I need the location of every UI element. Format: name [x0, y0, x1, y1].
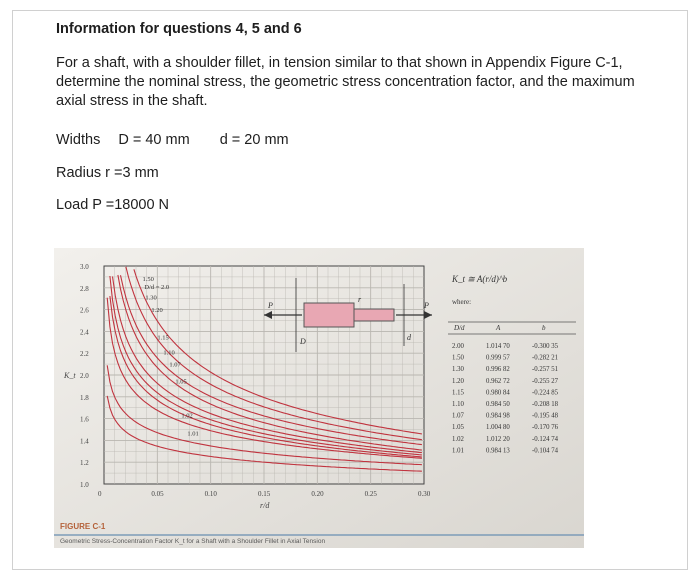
x-tick-label: 0 [98, 490, 102, 498]
sketch-label: P [268, 301, 273, 310]
curve-label: D/d = 2.0 [144, 283, 170, 291]
widths-line [56, 132, 289, 148]
table-cell: -0.124 74 [532, 435, 559, 443]
table-cell: -0.195 48 [532, 412, 559, 420]
diameter-D: D = 40 mm [118, 132, 190, 148]
table-cell: 1.10 [452, 401, 464, 408]
x-tick-label: 0.10 [204, 490, 217, 498]
table-cell: 1.01 [452, 447, 464, 455]
table-header: b [542, 324, 546, 332]
x-tick-label: 0.15 [258, 490, 271, 498]
y-tick-label: 1.6 [80, 415, 89, 424]
table-cell: 0.999 57 [486, 354, 510, 362]
table-cell: 1.012 20 [486, 435, 510, 443]
y-tick-label: 1.8 [80, 393, 89, 402]
table-cell: -0.170 76 [532, 424, 559, 432]
x-tick-label: 0.20 [311, 490, 324, 498]
table-cell: 1.004 80 [486, 424, 510, 432]
table-cell: 2.00 [452, 343, 464, 350]
y-tick-label: 2.0 [80, 372, 89, 380]
widths-label: Widths [56, 132, 101, 148]
sketch-label: D [300, 337, 306, 346]
table-cell: 1.02 [452, 435, 464, 443]
table-cell: -0.282 21 [532, 354, 559, 362]
curve-label: 1.15 [157, 334, 169, 342]
table-cell: 0.984 50 [486, 401, 510, 408]
table-cell: -0.208 18 [532, 401, 559, 408]
sketch-label: d [407, 333, 411, 342]
table-cell: 1.30 [452, 366, 464, 374]
figure-caption-text: Geometric Stress-Concentration Factor K_t for a Shaft with a Shoulder Fillet in Axial Tension [60, 538, 326, 545]
shaft-small-section [354, 309, 394, 321]
curve-label: 1.02 [181, 412, 193, 420]
y-tick-label: 2.4 [80, 328, 89, 337]
table-cell: 1.50 [452, 354, 464, 362]
table-cell: 0.962 72 [486, 377, 510, 385]
diameter-d: d = 20 mm [219, 132, 289, 148]
y-tick-label: 3.0 [80, 263, 89, 271]
y-tick-label: 2.2 [80, 350, 89, 359]
curve-label: 1.20 [151, 307, 163, 315]
table-cell: 1.20 [452, 377, 464, 385]
y-tick-label: 1.0 [80, 481, 89, 489]
y-tick-label: 1.2 [80, 459, 89, 468]
table-cell: 0.984 13 [486, 447, 510, 455]
formula: K_t ≅ A(r/d)^b [452, 274, 508, 284]
radius-line: Radius r =3 mm [56, 165, 159, 181]
appendix-figure-photo [54, 248, 584, 548]
x-tick-label: 0.30 [418, 490, 431, 498]
load-line: Load P =18000 N [56, 197, 170, 213]
y-tick-label: 1.4 [80, 437, 89, 446]
y-tick-label: 2.8 [80, 284, 89, 293]
x-tick-label: 0.05 [151, 490, 164, 498]
table-cell: 0.980 84 [486, 389, 510, 397]
curve-label: 1.50 [142, 275, 154, 283]
problem-statement: For a shaft, with a shoulder fillet, in tension similar to that shown in Appendix Figure C-1, determine the nominal stress, the geometric stress concentration factor, and the maximum axial stress in the shaft. [56, 55, 635, 109]
table-cell: -0.104 74 [532, 447, 559, 455]
x-tick-label: 0.25 [364, 490, 377, 498]
table-cell: 1.15 [452, 389, 464, 397]
figure-caption-title: FIGURE C-1 [60, 522, 106, 531]
table-cell: -0.300 35 [532, 343, 559, 350]
shaft-large-section [304, 303, 354, 327]
y-tick-label: 2.6 [80, 306, 89, 315]
section-heading: Information for questions 4, 5 and 6 [56, 21, 302, 37]
where-label: where: [452, 298, 472, 306]
curve-label: 1.07 [169, 361, 181, 369]
table-cell: -0.224 85 [532, 389, 559, 397]
curve-label: 1.01 [187, 430, 199, 438]
table-cell: 1.05 [452, 424, 464, 432]
table-cell: 0.996 82 [486, 366, 510, 374]
table-cell: 1.07 [452, 412, 464, 420]
table-cell: 1.014 70 [486, 343, 510, 350]
sketch-label: r [358, 295, 362, 304]
curve-label: 1.30 [145, 294, 157, 302]
table-cell: 0.984 98 [486, 412, 510, 420]
curve-label: 1.05 [175, 378, 187, 386]
curve-label: 1.10 [163, 349, 175, 357]
table-header: D/d [454, 324, 465, 332]
sketch-label: P [424, 301, 429, 310]
figure-c1-chart [54, 248, 584, 548]
x-axis-label: r/d [260, 501, 270, 510]
y-axis-label: K_t [64, 371, 76, 380]
table-header: A [496, 324, 501, 332]
table-cell: -0.255 27 [532, 377, 559, 385]
table-cell: -0.257 51 [532, 366, 559, 374]
